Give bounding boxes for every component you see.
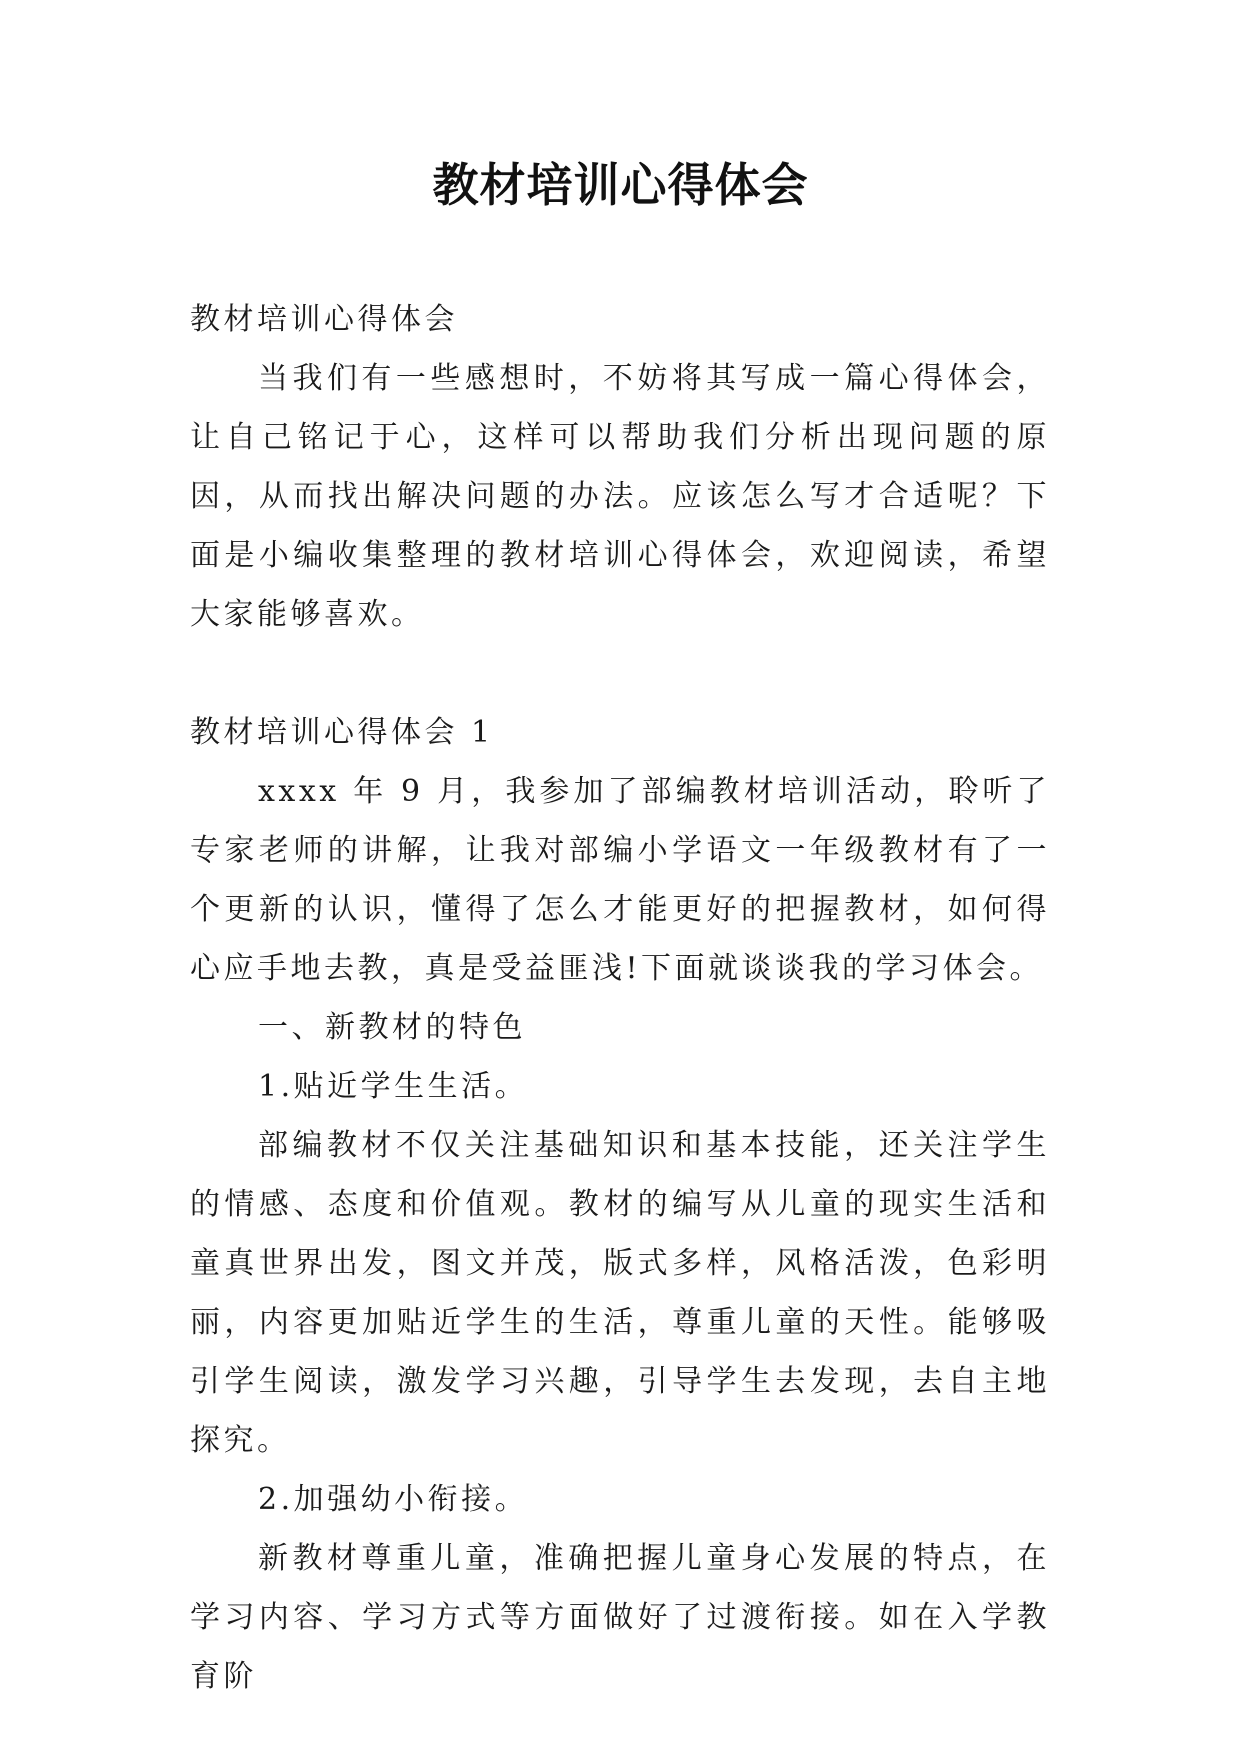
point-2-paragraph: 新教材尊重儿童，准确把握儿童身心发展的特点，在学习内容、学习方式等方面做好了过渡衔接。如在入学教育阶 <box>190 1541 1050 1694</box>
document-body <box>190 290 1050 1706</box>
section-heading: 教材培训心得体会 1 <box>190 715 494 750</box>
intro-paragraph: 当我们有一些感想时，不妨将其写成一篇心得体会，让自己铭记于心，这样可以帮助我们分析出现问题的原因，从而找出解决问题的办法。应该怎么写才合适呢？下面是小编收集整理的教材培训心得体会，欢迎阅读，希望大家能够喜欢。 <box>190 361 1050 632</box>
point-title: 一、新教材的特色 <box>258 1010 526 1045</box>
point-1-title: 1.贴近学生生活。 <box>258 1069 529 1104</box>
document-title: 教材培训心得体会 <box>432 158 809 212</box>
point-2-title: 2.加强幼小衔接。 <box>258 1482 529 1517</box>
point-1-paragraph: 部编教材不仅关注基础知识和基本技能，还关注学生的情感、态度和价值观。教材的编写从儿童的现实生活和童真世界出发，图文并茂，版式多样，风格活泼，色彩明丽，内容更加贴近学生的生活，尊重儿童的天性。能够吸引学生阅读，激发学习兴趣，引导学生去发现，去自主地探究。 <box>190 1128 1050 1458</box>
section-paragraph: xxxx 年 9 月，我参加了部编教材培训活动，聆听了专家老师的讲解，让我对部编小学语文一年级教材有了一个更新的认识，懂得了怎么才能更好的把握教材，如何得心应手地去教，真是受益匪浅!下面就谈谈我的学习体会。 <box>190 774 1050 986</box>
subtitle: 教材培训心得体会 <box>190 302 458 337</box>
